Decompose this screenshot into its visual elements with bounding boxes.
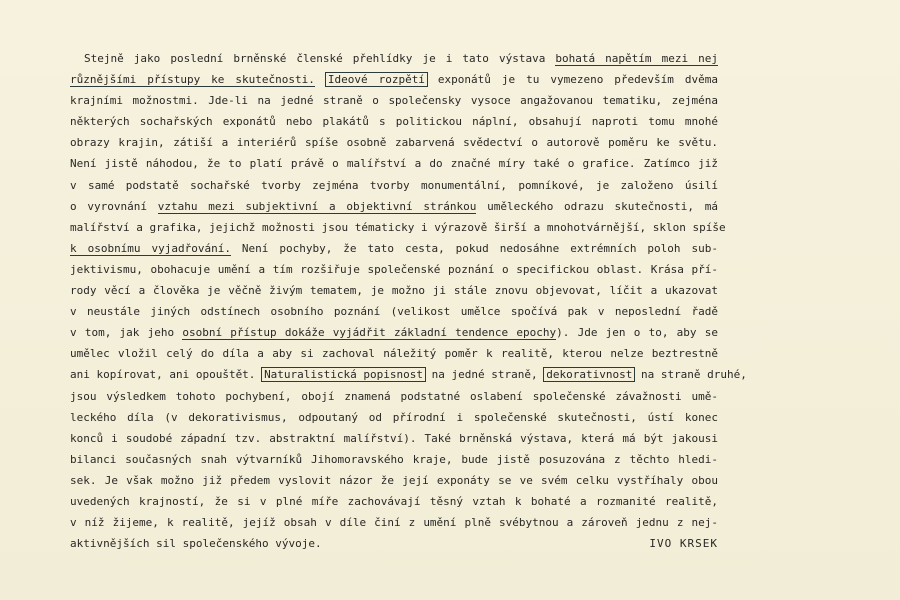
text-line	[70, 491, 718, 512]
text-segment: jsou výsledkem tohoto pochybení, obojí znamená podstatné oslabení společenské závažnosti umě-	[70, 389, 718, 403]
underlined-phrase: osobní přístup dokáže vyjádřit základní tendence epochy	[182, 326, 557, 340]
article-body	[70, 48, 747, 554]
boxed-phrase: dekorativnost	[546, 368, 633, 382]
text-segment: v samé podstatě sochařské tvorby zejména tvorby monumentální, pomníkové, je založeno úsilí	[70, 178, 718, 192]
text-line	[70, 132, 718, 153]
text-line	[70, 470, 718, 491]
text-segment: v neustále jiných odstínech osobního poznání (velikost umělce spočívá pak v neposlední řadě	[70, 305, 718, 319]
boxed-phrase: Naturalistická popisnost	[264, 368, 424, 382]
text-segment: bilanci současných snah výtvarníků Jihomoravského kraje, bude jistě posuzována z těchto hledi-	[70, 452, 718, 466]
text-segment: uměleckého odrazu skutečnosti, má	[476, 199, 718, 213]
text-segment: leckého díla (v dekorativismus, odpoutaný od přírodní i společenské skutečnosti, ústí konec	[70, 410, 718, 424]
text-line	[70, 322, 718, 343]
text-segment: sek. Je však možno již předem vyslovit názor že její exponáty se ve svém celku vystříhaly obou	[70, 473, 718, 487]
underlined-phrase: k osobnímu vyjadřování.	[70, 241, 231, 255]
text-segment: umělec vložil celý do díla a aby si zachoval náležitý poměr k realitě, kterou nelze beztrestně	[70, 347, 718, 361]
text-segment: exponátů je tu vymezeno především dvěma	[426, 73, 718, 87]
text-segment: konců i soudobé západní tzv. abstraktní malířství). Také brněnská výstava, která má být jakousi	[70, 431, 718, 445]
text-segment: rody věcí a člověka je věčně živým tematem, je možno ji stále znovu objevovat, líčit a ukazovat	[70, 284, 718, 298]
text-segment: v níž žijeme, k realitě, jejíž obsah v díle činí z umění plně svébytnou a zároveň jednu z nej-	[70, 516, 718, 530]
text-segment: malířství a grafika, jejichž možnosti jsou tématicky i výrazově širší a mnohotvárnější, sklon spíše	[70, 220, 726, 234]
text-segment: Stejně jako poslední brněnské členské přehlídky je i tato výstava	[84, 52, 556, 65]
text-segment	[315, 73, 326, 86]
text-segment: na straně druhé,	[634, 368, 747, 382]
text-segment: na jedné straně,	[425, 368, 545, 382]
text-segment: krajními možnostmi. Jde-li na jedné straně o společensky vysoce angažovanou tematiku, zejména	[70, 94, 718, 108]
text-line	[70, 364, 747, 385]
text-line	[70, 69, 718, 90]
text-segment: obrazy krajin, zátiší a interiérů spíše osobně zabarvená svědectví o autorově poměru ke světu.	[70, 136, 718, 150]
text-line	[70, 449, 718, 470]
text-line	[70, 259, 718, 280]
text-line	[70, 343, 718, 364]
underlined-phrase: různějšími přístupy ke skutečnosti.	[70, 73, 315, 87]
author-signature: IVO KRSEK	[649, 537, 718, 551]
text-line	[70, 217, 726, 238]
text-segment: o vyrovnání	[70, 199, 158, 213]
text-line	[70, 301, 718, 322]
text-line	[70, 48, 718, 69]
text-line	[70, 196, 718, 217]
text-segment: ). Jde jen o to, aby se	[556, 326, 718, 340]
text-segment: ani kopírovat, ani opouštět.	[70, 368, 263, 382]
text-segment: uvedených krajností, že si v plné míře zachovávají těsný vztah k bohaté a rozmanité realitě,	[70, 494, 718, 508]
text-line	[70, 512, 718, 533]
text-line	[70, 428, 718, 449]
text-line	[70, 533, 718, 554]
text-segment: jektivismu, obohacuje umění a tím rozšiřuje společenské poznání o specifickou oblast. Krása pří-	[70, 262, 718, 276]
text-segment: Není jistě náhodou, že to platí právě o malířství a do značné míry také o grafice. Zatímco již	[70, 157, 718, 171]
text-line	[70, 111, 718, 132]
text-segment: některých sochařských exponátů nebo plakátů s politickou náplní, obsahují naproti tomu mnohé	[70, 115, 718, 129]
boxed-phrase: Ideové rozpětí	[327, 73, 425, 87]
text-line	[70, 153, 718, 174]
underlined-phrase: bohatá napětím mezi nej	[555, 52, 718, 65]
text-segment: Není pochyby, že tato cesta, pokud nedosáhne extrémních poloh sub-	[230, 241, 718, 255]
text-line	[70, 386, 718, 407]
underlined-phrase: vztahu mezi subjektivní a objektivní stránkou	[157, 199, 477, 213]
text-line	[70, 407, 718, 428]
text-segment: v tom, jak jeho	[70, 326, 183, 340]
text-line	[70, 90, 718, 111]
text-segment: aktivnějších sil společenského vývoje.	[70, 537, 322, 551]
text-line	[70, 280, 718, 301]
text-line	[70, 238, 718, 259]
text-line	[70, 175, 718, 196]
